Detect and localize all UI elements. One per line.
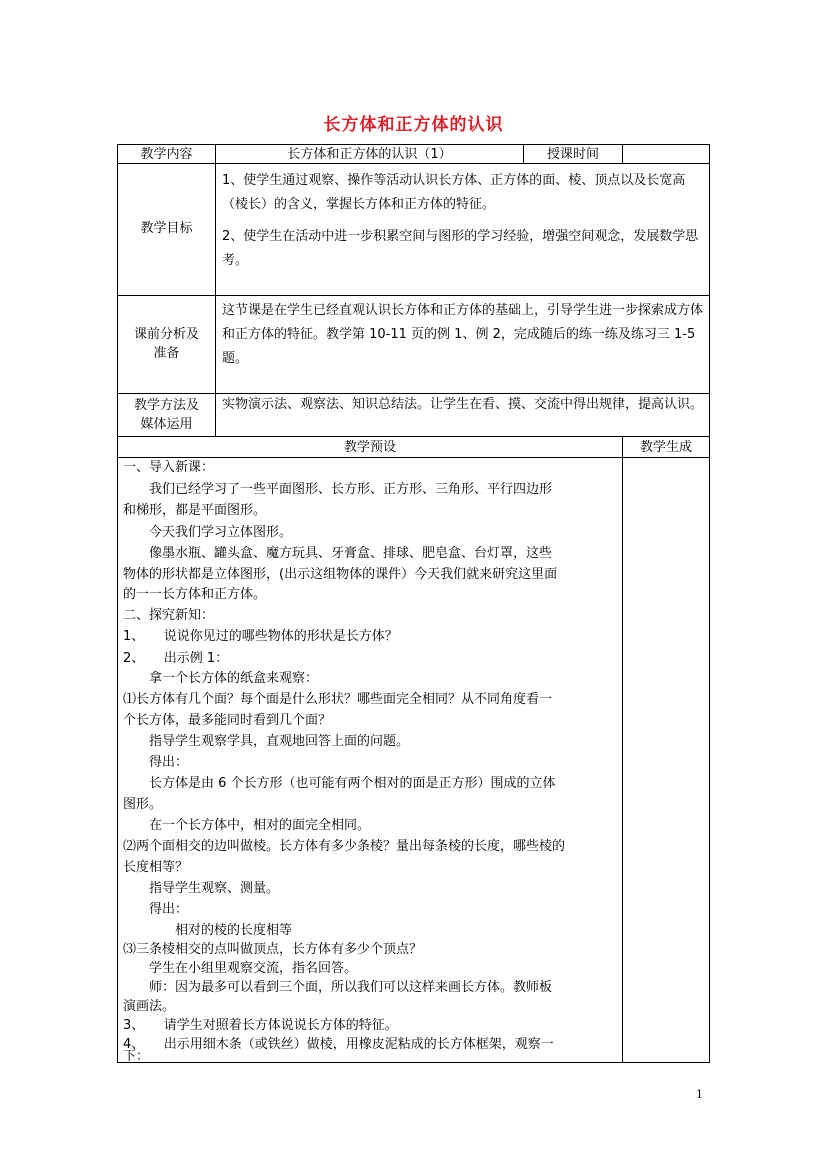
body-line: 指导学生观察学具，直观地回答上面的问题。 [123,734,410,749]
body-line: 师：因为最多可以看到三个面，所以我们可以这样来画长方体。教师板 [123,980,553,995]
body-line: 2、 出示例 1： [123,651,229,666]
body-line: 3、 请学生对照着长方体说说长方体的特征。 [123,1018,398,1033]
body-line: 下： [123,1049,150,1064]
body-line: 得出： [123,755,189,770]
column-rule [622,436,623,1063]
method-text: 实物演示法、观察法、知识总结法。让学生在看、摸、交流中得出规律，提高认识。 [222,397,704,412]
goals-label: 教学目标 [140,221,193,236]
body-line: 拿一个长方体的纸盒来观察： [123,671,319,686]
goal-item: 2、使学生在活动中进一步积累空间与图形的学习经验，增强空间观念，发展数学思考。 [222,229,699,268]
preset-header: 教学预设 [343,440,396,455]
body-line: 二、探究新知： [123,608,215,623]
table-border-right [709,144,710,1063]
body-line: 图形。 [123,797,163,812]
row-rule [117,295,709,296]
body-line: ⑶三条棱相交的点叫做顶点，长方体有多少个顶点？ [123,942,423,957]
lesson-plan-table [117,144,709,1062]
body-line: 和梯形，都是平面图形。 [123,503,267,518]
body-line: 长度相等？ [123,860,189,875]
document-title: 长方体和正方体的认识 [323,115,504,135]
body-line: 像墨水瓶、罐头盒、魔方玩具、牙膏盒、排球、肥皂盒、台灯罩，这些 [123,546,553,561]
body-line: 个长方体，最多能同时看到几个面？ [123,713,332,728]
content-label: 教学内容 [140,147,193,162]
page-number: 1 [696,1088,703,1101]
analysis-text: 这节课是在学生已经直观认识长方体和正方体的基础上，引导学生进一步探索成方体和正方体的特征。教学第 10-11 页的例 1、例 2，完成随后的练一练及练习三 1-5 题。 [222,303,704,366]
body-line: 4、 出示用细木条（或铁丝）做棱，用橡皮泥粘成的长方体框架，观察一 [123,1037,554,1052]
body-line: 指导学生观察、测量。 [123,881,280,896]
row-rule [117,436,709,437]
column-rule [622,144,623,164]
method-label-line: 媒体运用 [140,417,193,432]
table-border-bottom [117,1062,709,1063]
table-border-left [117,144,118,1063]
method-label [118,396,215,434]
body-line: ⑴长方体有几个面？每个面是什么形状？哪些面完全相同？从不同角度看一 [123,692,553,707]
row-rule [117,393,709,394]
body-line: 一、导入新课： [123,460,215,475]
content-value: 长方体和正方体的认识（1） [287,147,452,162]
goals-text [222,169,703,273]
body-line: 的一一长方体和正方体。 [123,587,267,602]
body-line: 在一个长方体中，相对的面完全相同。 [123,818,371,833]
body-line: 长方体是由 6 个长方形（也可能有两个相对的面是正方形）围成的立体 [123,776,556,791]
body-line: 1、 说说你见过的哪些物体的形状是长方体？ [123,629,398,644]
body-line: 今天我们学习立体图形。 [123,525,293,540]
analysis-label [118,325,215,363]
body-line: 我们已经学习了一些平面图形、长方形、正方形、三角形、平行四边形 [123,482,553,497]
body-line: 演画法。 [123,999,176,1014]
body-line: 得出： [123,902,189,917]
body-line: 学生在小组里观察交流，指名回答。 [123,961,358,976]
body-line: ⑵两个面相交的边叫做棱。长方体有多少条棱？量出每条棱的长度，哪些棱的 [123,839,566,854]
body-line: 相对的棱的长度相等 [123,923,293,938]
time-label: 授课时间 [546,147,599,162]
column-rule [215,144,216,437]
method-label-line: 教学方法及 [133,398,199,413]
body-line: 物体的形状都是立体图形，(出示这组物体的课件）今天我们就来研究这里面 [123,567,558,582]
goal-item: 1、使学生通过观察、操作等活动认识长方体、正方体的面、棱、顶点以及长宽高（棱长）的含义，掌握长方体和正方体的特征。 [222,173,686,212]
analysis-label-line: 准备 [153,346,180,361]
analysis-label-line: 课前分析及 [133,327,199,342]
generation-header: 教学生成 [639,440,692,455]
